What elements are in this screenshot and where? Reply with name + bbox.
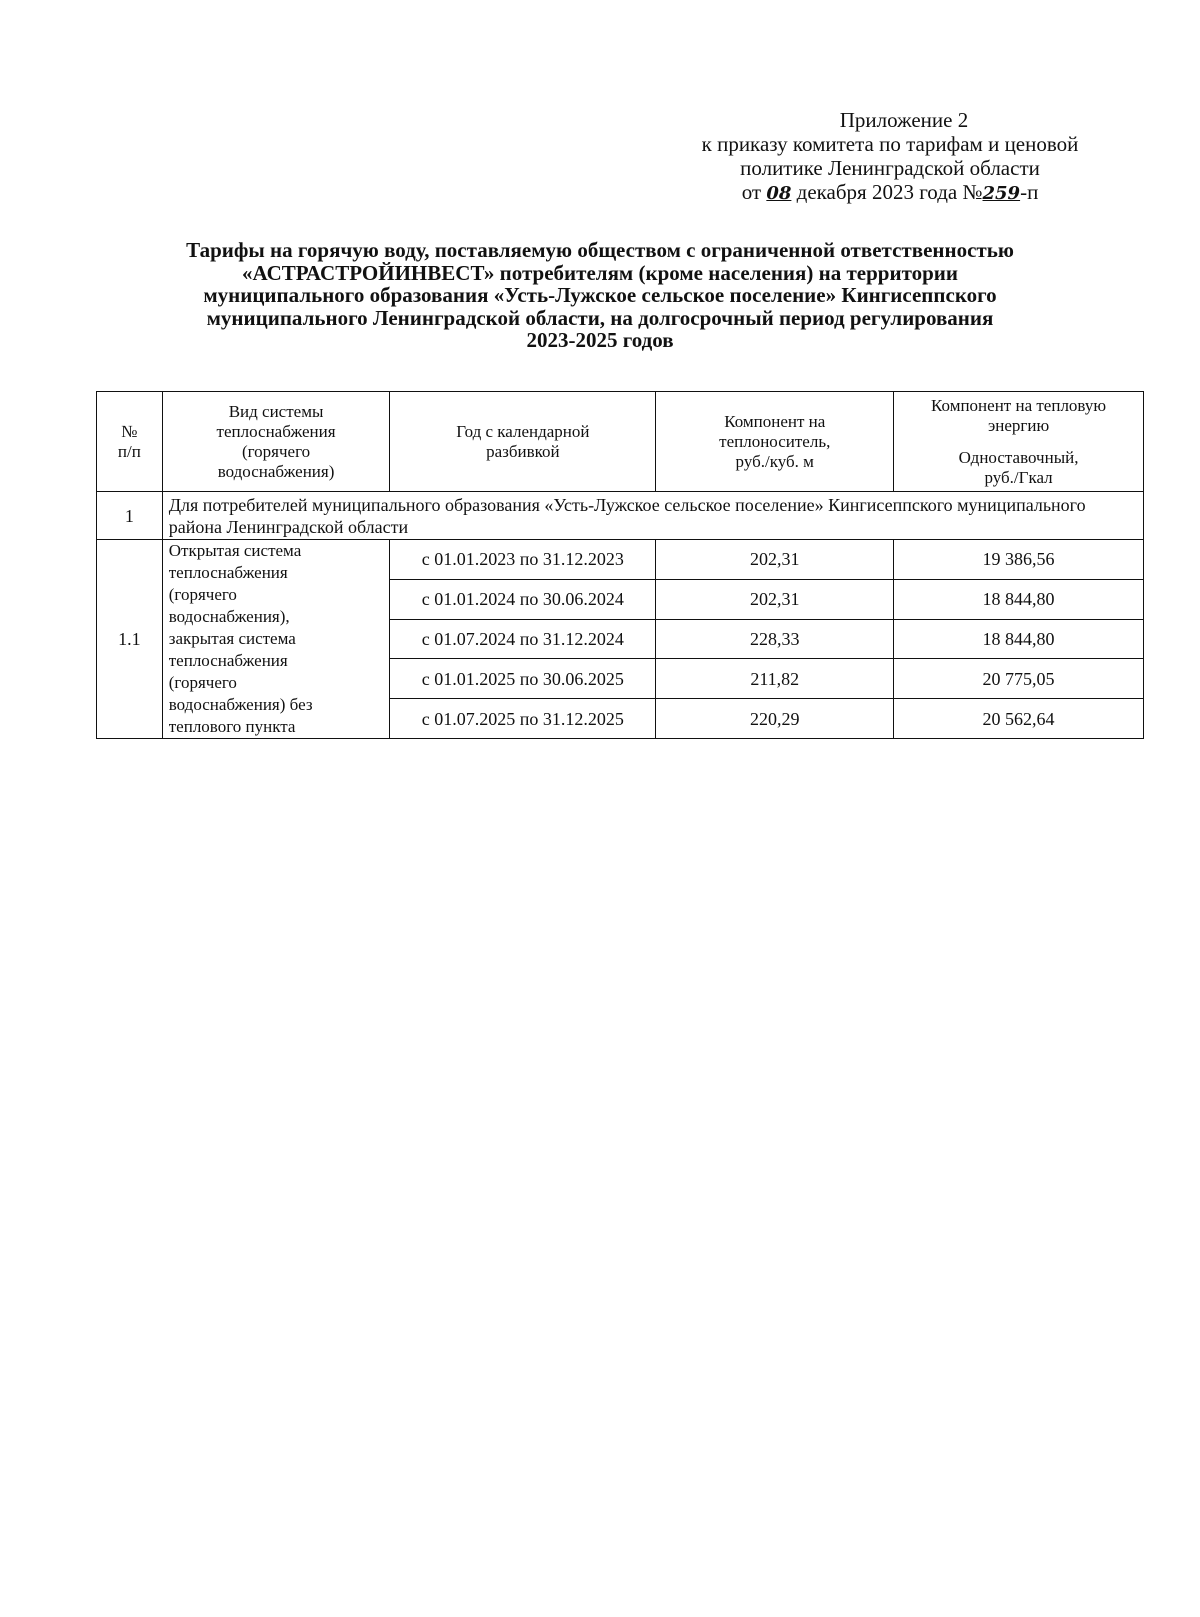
table-header-row xyxy=(97,392,1144,492)
header-heat-energy: Компонент на тепловую энергию Одноставочный, руб./Гкал xyxy=(894,392,1144,492)
appendix-line-date xyxy=(640,180,1140,206)
header-number: № п/п xyxy=(97,392,163,492)
group-description: Для потребителей муниципального образования «Усть-Лужское сельское поселение» Кингисеппского муниципального района Ленинградской области xyxy=(162,492,1143,540)
energy-tariff-cell: 18 844,80 xyxy=(894,619,1144,659)
appendix-header xyxy=(640,108,1140,206)
date-middle: декабря 2023 года № xyxy=(796,180,983,204)
energy-tariff-cell: 20 775,05 xyxy=(894,659,1144,699)
handwritten-order-number: 259 xyxy=(982,183,1021,204)
order-suffix: -п xyxy=(1020,180,1039,204)
energy-tariff-cell: 19 386,56 xyxy=(894,540,1144,580)
title-line-2: «АСТРАСТРОЙИНВЕСТ» потребителям (кроме населения) на территории xyxy=(242,260,958,285)
tariffs-table xyxy=(96,391,1144,739)
document-title xyxy=(120,239,1080,352)
item-system-description: Открытая система теплоснабжения (горячего водоснабжения), закрытая система теплоснабжения (горячего водоснабжения) без теплового пункта xyxy=(162,540,390,739)
title-line-3: муниципального образования «Усть-Лужское сельское поселение» Кингисеппского xyxy=(203,283,997,307)
title-line-4: муниципального Ленинградской области, на долгосрочный период регулирования xyxy=(206,305,994,330)
carrier-tariff-cell: 228,33 xyxy=(656,619,894,659)
appendix-line-committee: политике Ленинградской области xyxy=(740,156,1040,180)
period-cell: с 01.01.2023 по 31.12.2023 xyxy=(390,540,656,580)
item-number: 1.1 xyxy=(97,540,163,739)
carrier-tariff-cell: 220,29 xyxy=(656,699,894,739)
carrier-tariff-cell: 202,31 xyxy=(656,540,894,580)
group-row xyxy=(97,492,1144,540)
energy-tariff-cell: 20 562,64 xyxy=(894,699,1144,739)
table-row xyxy=(97,540,1144,580)
title-line-1: Тарифы на горячую воду, поставляемую обществом с ограниченной ответственностью xyxy=(186,238,1014,262)
energy-tariff-cell: 18 844,80 xyxy=(894,579,1144,619)
appendix-title: Приложение 2 xyxy=(839,108,969,132)
carrier-tariff-cell: 211,82 xyxy=(656,659,894,699)
header-system-type: Вид системы теплоснабжения (горячего водоснабжения) xyxy=(162,392,390,492)
period-cell: с 01.07.2024 по 31.12.2024 xyxy=(390,619,656,659)
title-line-5: 2023-2025 годов xyxy=(526,328,674,352)
period-cell: с 01.01.2025 по 30.06.2025 xyxy=(390,659,656,699)
handwritten-day: 08 xyxy=(766,183,792,204)
appendix-line-order: к приказу комитета по тарифам и ценовой xyxy=(701,132,1079,156)
group-number: 1 xyxy=(97,492,163,540)
period-cell: с 01.01.2024 по 30.06.2024 xyxy=(390,579,656,619)
carrier-tariff-cell: 202,31 xyxy=(656,579,894,619)
period-cell: с 01.07.2025 по 31.12.2025 xyxy=(390,699,656,739)
date-prefix: от xyxy=(741,180,762,204)
header-heat-carrier: Компонент на теплоноситель, руб./куб. м xyxy=(656,392,894,492)
header-year: Год с календарной разбивкой xyxy=(390,392,656,492)
